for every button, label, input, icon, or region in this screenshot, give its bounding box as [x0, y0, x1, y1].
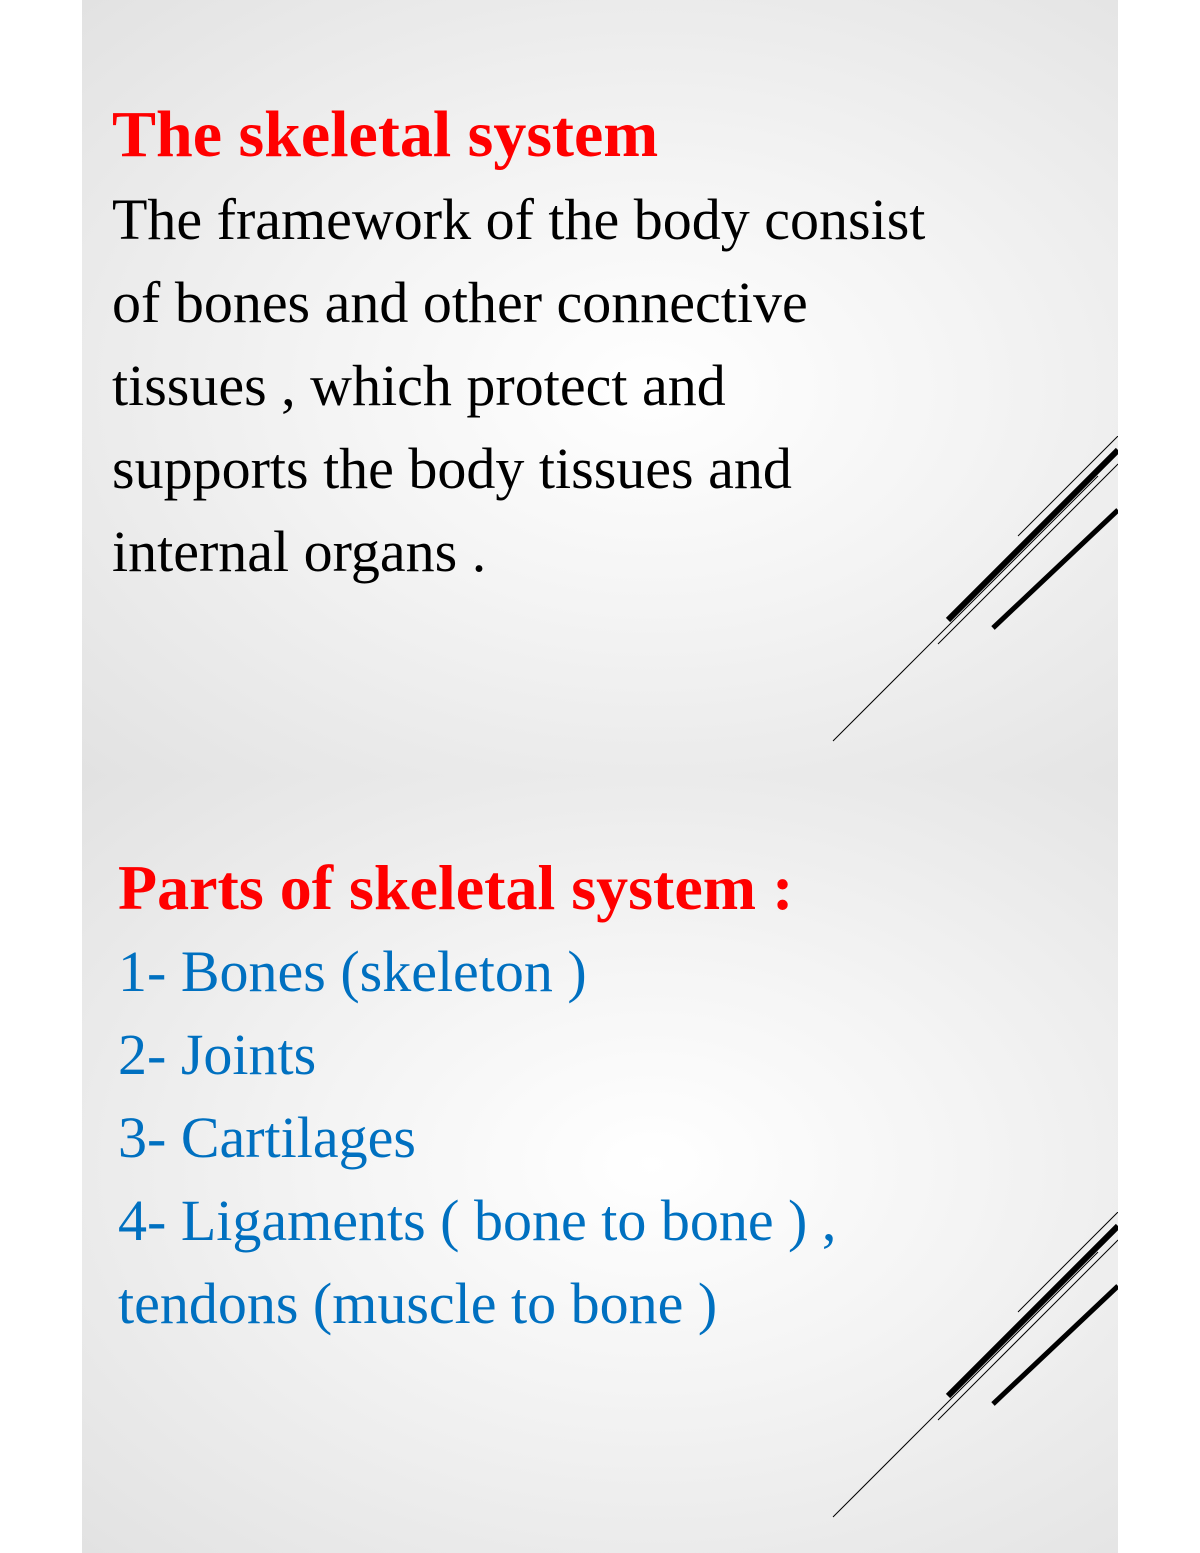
list-item: 2- Joints — [118, 1022, 317, 1087]
diagonal-lines-decoration-icon — [828, 1212, 1118, 1522]
body-line: supports the body tissues and — [112, 436, 792, 501]
slide2-title: Parts of skeletal system : — [118, 852, 794, 923]
slide-parts-of-skeletal-system — [82, 776, 1118, 1553]
slide1-title: The skeletal system — [112, 98, 659, 171]
list-item: 3- Cartilages — [118, 1105, 416, 1170]
list-item: 1- Bones (skeleton ) — [118, 939, 587, 1004]
list-item: 4- Ligaments ( bone to bone ) , — [118, 1188, 837, 1253]
diagonal-lines-decoration-icon — [828, 436, 1118, 746]
body-line: internal organs . — [112, 519, 487, 584]
list-item: tendons (muscle to bone ) — [118, 1271, 718, 1336]
body-line: The framework of the body consist — [112, 187, 926, 252]
slide-skeletal-system — [82, 0, 1118, 776]
body-line: of bones and other connective — [112, 270, 808, 335]
body-line: tissues , which protect and — [112, 353, 726, 418]
